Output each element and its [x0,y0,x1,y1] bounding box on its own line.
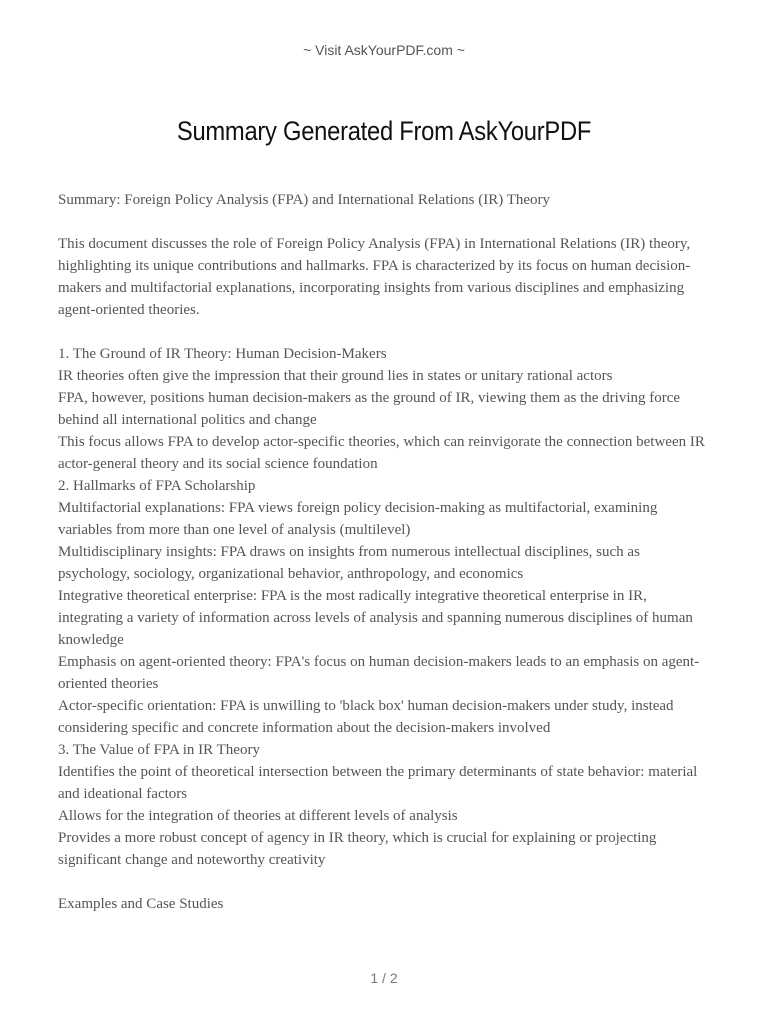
summary-body [58,189,710,915]
section-point: Provides a more robust concept of agency in IR theory, which is crucial for explaining or projecting significant change and noteworthy creativity [58,830,657,868]
section-point: Allows for the integration of theories at different levels of analysis [58,808,458,824]
summary-heading: Summary: Foreign Policy Analysis (FPA) and International Relations (IR) Theory [58,192,551,208]
section-point: This focus allows FPA to develop actor-specific theories, which can reinvigorate the connection between IR actor-general theory and its social science foundation [58,434,705,472]
section-heading: 3. The Value of FPA in IR Theory [58,742,260,758]
section-point: FPA, however, positions human decision-makers as the ground of IR, viewing them as the driving force behind all international politics and change [58,390,681,428]
section-point: Integrative theoretical enterprise: FPA is the most radically integrative theoretical enterprise in IR, integrating a variety of information across levels of analysis and spanning numerous disciplines of human knowledge [58,588,693,648]
spacer [58,871,710,893]
section-point: Multidisciplinary insights: FPA draws on insights from numerous intellectual disciplines, such as psychology, sociology, organizational behavior, anthropology, and economics [58,544,640,582]
section-point: Emphasis on agent-oriented theory: FPA's focus on human decision-makers leads to an emphasis on agent-oriented theories [58,654,700,692]
spacer [58,321,710,343]
closing-heading: Examples and Case Studies [58,896,224,912]
section-point: Multifactorial explanations: FPA views foreign policy decision-making as multifactorial, examining variables from more than one level of analysis (multilevel) [58,500,658,538]
section-heading: 2. Hallmarks of FPA Scholarship [58,478,256,494]
section-point: Identifies the point of theoretical intersection between the primary determinants of state behavior: material and ideational factors [58,764,698,802]
intro-paragraph: This document discusses the role of Foreign Policy Analysis (FPA) in International Relations (IR) theory, highlighting its unique contributions and hallmarks. FPA is characterized by its focus on human decision-makers and multifactorial explanations, incorporating insights from various disciplines and emphasizing agent-oriented theories. [58,236,691,318]
page-indicator: 1 / 2 [370,970,398,986]
visit-askyourpdf-link[interactable]: ~ Visit AskYourPDF.com ~ [303,42,465,58]
section-heading: 1. The Ground of IR Theory: Human Decision-Makers [58,346,387,362]
section-point: Actor-specific orientation: FPA is unwilling to 'black box' human decision-makers under study, instead considering specific and concrete information about the decision-makers involved [58,698,674,736]
spacer [58,211,710,233]
section-point: IR theories often give the impression that their ground lies in states or unitary rational actors [58,368,613,384]
page-title: Summary Generated From AskYourPDF [176,116,592,146]
